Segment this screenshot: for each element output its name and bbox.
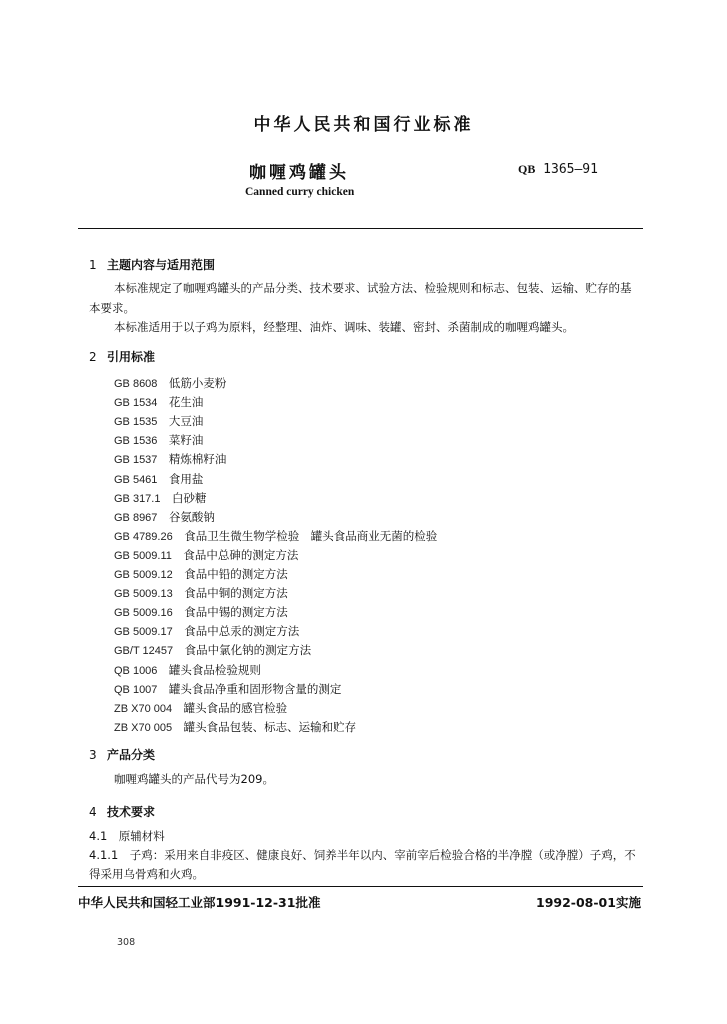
reference-item [114,394,203,410]
reference-name: 谷氨酸钠 [168,509,215,524]
section-title: 技术要求 [107,805,156,819]
reference-code: GB 5009.17 [114,626,173,639]
reference-code: GB 8967 [114,511,158,524]
reference-name: 菜籽油 [168,433,204,448]
footer-rule [78,886,643,887]
section-number: 1 [89,258,97,272]
reference-item [114,413,203,429]
reference-item [114,432,203,448]
implementation-date: 1992-08-01实施 [536,895,641,910]
section-number: 2 [89,350,97,364]
english-title: Canned curry chicken [245,186,355,198]
reference-code: GB 1534 [114,397,158,410]
standard-number [518,162,598,177]
reference-item [114,719,356,735]
reference-name: 食品卫生微生物学检验 罐头食品商业无菌的检验 [184,528,438,543]
reference-name: 食品中氯化钠的测定方法 [184,643,312,658]
document-title: 咖喱鸡罐头 [249,163,349,183]
reference-name: 低筋小麦粉 [168,376,227,390]
reference-item [114,547,298,563]
reference-item [114,623,299,639]
reference-item [114,451,226,467]
section-1-para1-line1: 本标准规定了咖喱鸡罐头的产品分类、技术要求、试验方法、检验规则和标志、包装、运输、贮存的基 [114,281,632,295]
reference-code: GB 5009.13 [114,588,173,601]
reference-code: ZB X70 004 [114,702,173,715]
reference-name: 食品中铅的测定方法 [184,567,288,581]
subsection-4-1-1-line2: 得采用乌骨鸡和火鸡。 [89,867,204,881]
reference-code: GB 1535 [114,416,158,429]
reference-item [114,490,206,506]
section-number: 3 [89,748,97,762]
subsection-4-1-1-line1: 4.1.1 子鸡：采用来自非疫区、健康良好、饲养半年以内、宰前宰后检验合格的半净膛（或净膛）子鸡，不 [89,848,636,862]
reference-code: GB 1537 [114,454,158,467]
reference-name: 罐头食品检验规则 [168,662,261,677]
reference-code: GB 4789.26 [114,530,173,543]
section-1-para1-line2: 本要求。 [89,301,135,315]
reference-name: 花生油 [168,395,204,410]
reference-name: 罐头食品包装、标志、运输和贮存 [183,719,357,734]
reference-item [114,471,203,487]
standard-code: 1365—91 [543,162,598,177]
reference-item [114,700,287,716]
reference-item [114,642,311,658]
reference-code: GB 5009.16 [114,607,173,620]
section-2-heading [89,348,155,365]
reference-name: 大豆油 [168,414,204,429]
reference-item [114,528,437,544]
reference-name: 食用盐 [168,471,204,486]
reference-code: GB 5009.12 [114,569,173,581]
reference-item [114,509,215,525]
reference-name: 罐头食品净重和固形物含量的测定 [168,681,342,696]
reference-item [114,566,288,582]
reference-name: 罐头食品的感官检验 [183,700,288,715]
reference-name: 食品中锡的测定方法 [184,605,288,620]
reference-name: 食品中铜的测定方法 [184,586,288,601]
reference-item [114,681,341,697]
reference-item [114,662,261,678]
page-number: 308 [117,937,136,948]
reference-item [114,604,288,620]
reference-code: GB 1536 [114,435,158,448]
reference-code: GB 5009.11 [114,549,172,562]
reference-code: QB 1006 [114,664,158,677]
section-title: 产品分类 [107,748,156,762]
section-1-heading [89,256,215,273]
reference-name: 精炼棉籽油 [168,452,227,467]
reference-name: 食品中总砷的测定方法 [183,547,299,562]
org-title: 中华人民共和国行业标准 [253,115,474,135]
reference-code: QB 1007 [114,683,158,696]
section-title: 引用标准 [107,350,156,364]
subsection-4-1: 4.1 原辅材料 [89,829,165,843]
section-1-para2: 本标准适用于以子鸡为原料，经整理、油炸、调味、装罐、密封、杀菌制成的咖喱鸡罐头。 [114,320,574,334]
standard-prefix: QB [518,162,536,176]
reference-code: GB 317.1 [114,492,161,505]
approval-line: 中华人民共和国轻工业部1991-12-31批准 [78,895,321,910]
reference-item [114,585,288,601]
reference-code: GB 5461 [114,473,158,486]
header-rule [78,228,643,229]
reference-item [114,375,226,391]
section-3-heading [89,746,155,763]
reference-code: GB/T 12457 [114,645,174,658]
reference-code: ZB X70 005 [114,721,173,734]
reference-name: 白砂糖 [171,490,207,505]
section-3-para: 咖喱鸡罐头的产品代号为209。 [114,772,274,786]
section-4-heading [89,803,155,820]
section-number: 4 [89,805,97,819]
section-title: 主题内容与适用范围 [107,258,216,272]
reference-name: 食品中总汞的测定方法 [184,624,300,639]
reference-code: GB 8608 [114,378,158,390]
